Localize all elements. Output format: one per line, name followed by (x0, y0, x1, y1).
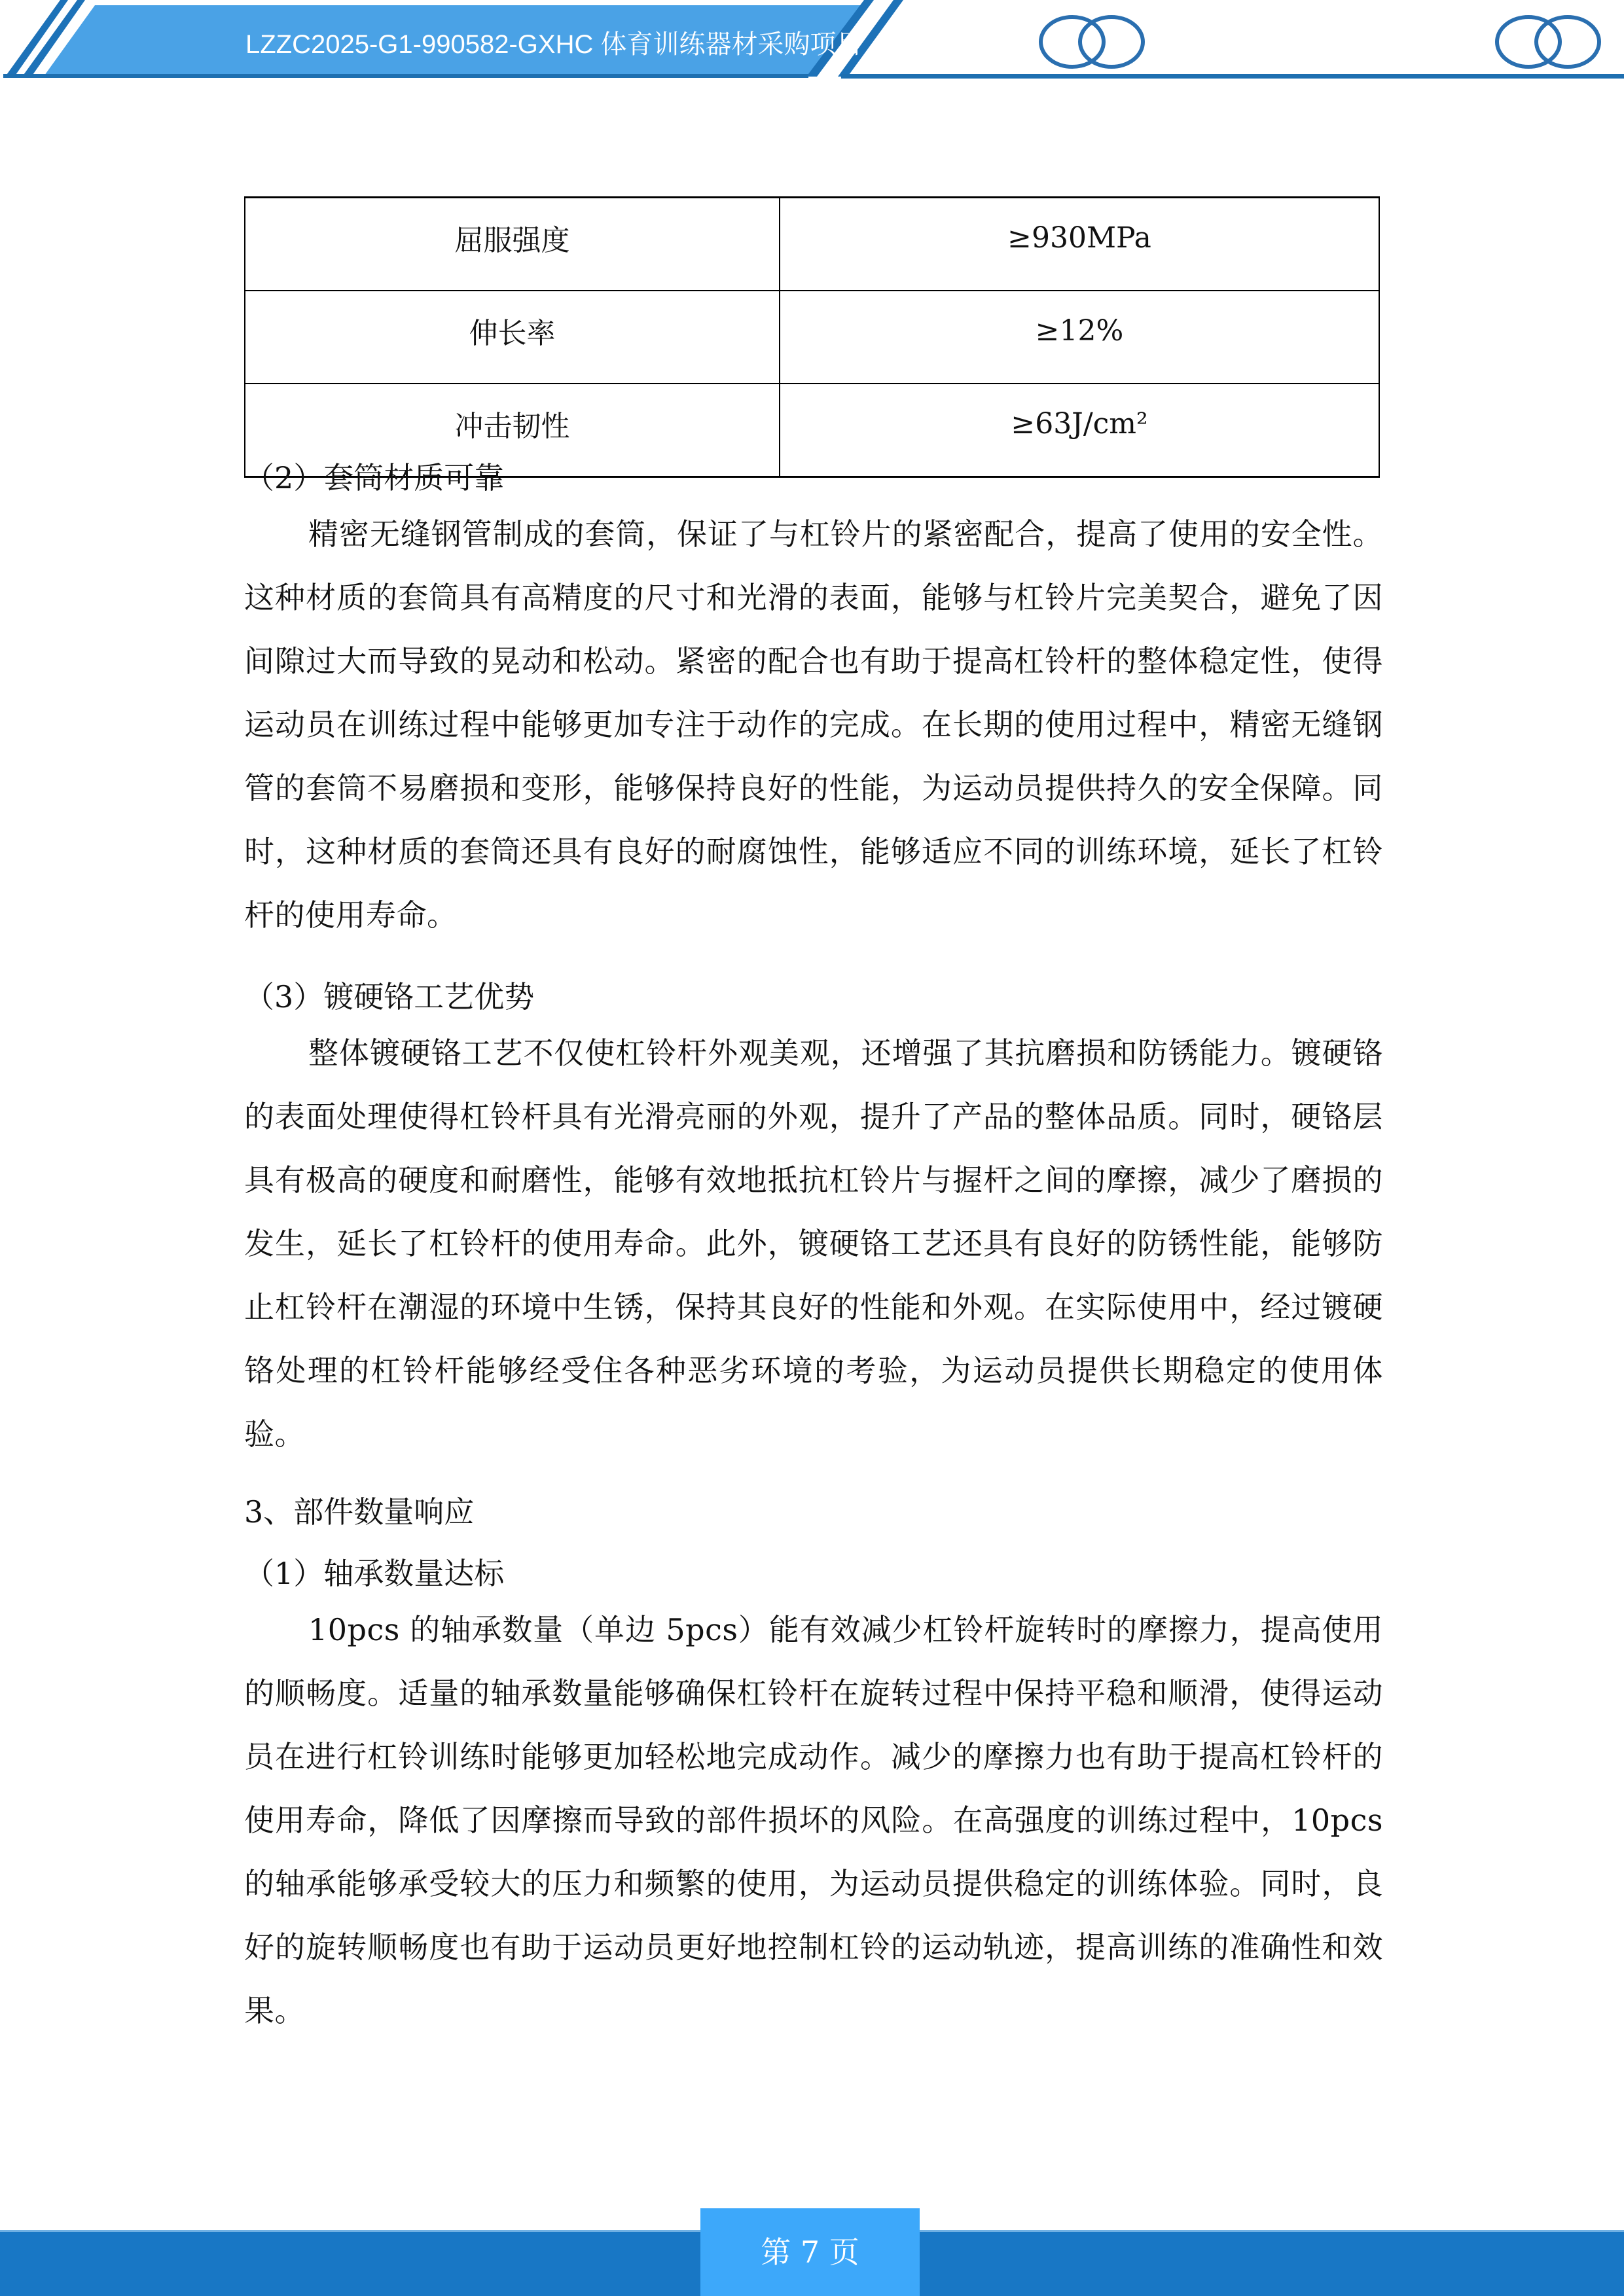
section-heading: 3、部件数量响应 (244, 1494, 475, 1530)
section-paragraph: 精密无缝钢管制成的套筒，保证了与杠铃片的紧密配合，提高了使用的安全性。这种材质的套筒具有高精度的尺寸和光滑的表面，能够与杠铃片完美契合，避免了因间隙过大而导致的晃动和松动。紧密的配合也有助于提高杠铃杆的整体稳定性，使得运动员在训练过程中能够更加专注于动作的完成。在长期的使用过程中，精密无缝钢管的套筒不易磨损和变形，能够保持良好的性能，为运动员提供持久的安全保障。同时，这种材质的套筒还具有良好的耐腐蚀性，能够适应不同的训练环境，延长了杠铃杆的使用寿命。 (244, 516, 1383, 933)
property-cell: 屈服强度 (245, 198, 780, 291)
table-row (245, 291, 1379, 384)
value-cell: ≥12% (780, 291, 1379, 384)
section-chrome-plating (244, 977, 1383, 1466)
section-heading: （2）套筒材质可靠 (244, 460, 505, 495)
header-title (245, 25, 862, 64)
section-paragraph: 整体镀硬铬工艺不仅使杠铃杆外观美观，还增强了其抗磨损和防锈能力。镀硬铬的表面处理使得杠铃杆具有光滑亮丽的外观，提升了产品的整体品质。同时，硬铬层具有极高的硬度和耐磨性，能够有效地抵抗杠铃片与握杆之间的摩擦，减少了磨损的发生，延长了杠铃杆的使用寿命。此外，镀硬铬工艺还具有良好的防锈性能，能够防止杠铃杆在潮湿的环境中生锈，保持其良好的性能和外观。在实际使用中，经过镀硬铬处理的杠铃杆能够经受住各种恶劣环境的考验，为运动员提供长期稳定的使用体验。 (244, 1035, 1383, 1452)
interlocking-rings-icon (1036, 13, 1154, 71)
value-cell: ≥63J/cm² (780, 384, 1379, 477)
table-row (245, 198, 1379, 291)
spec-table (244, 196, 1380, 478)
value-cell: ≥930MPa (780, 198, 1379, 291)
section-paragraph: 10pcs 的轴承数量（单边 5pcs）能有效减少杠铃杆旋转时的摩擦力，提高使用的顺畅度。适量的轴承数量能够确保杠铃杆在旋转过程中保持平稳和顺滑，使得运动员在进行杠铃训练时能够更加轻松地完成动作。减少的摩擦力也有助于提高杠铃杆的使用寿命，降低了因摩擦而导致的部件损坏的风险。在高强度的训练过程中，10pcs 的轴承能够承受较大的压力和频繁的使用，为运动员提供稳定的训练体验。同时，良好的旋转顺畅度也有助于运动员更好地控制杠铃的运动轨迹，提高训练的准确性和效果。 (244, 1612, 1383, 2028)
header-title-obscured: 采购项目 (757, 30, 863, 59)
section-component-quantity (244, 1492, 1383, 2043)
section-heading: （3）镀硬铬工艺优势 (244, 979, 535, 1014)
page-number: 第 7 页 (700, 2208, 920, 2296)
interlocking-rings-icon (1492, 13, 1610, 71)
property-cell: 伸长率 (245, 291, 780, 384)
section-sleeve-material (244, 458, 1383, 947)
section-subheading: （1）轴承数量达标 (244, 1556, 505, 1591)
page-header (0, 0, 1624, 85)
header-title-visible: LZZC2025-G1-990582-GXHC 体育训练器材 (245, 30, 758, 59)
property-cell: 冲击韧性 (245, 384, 780, 477)
